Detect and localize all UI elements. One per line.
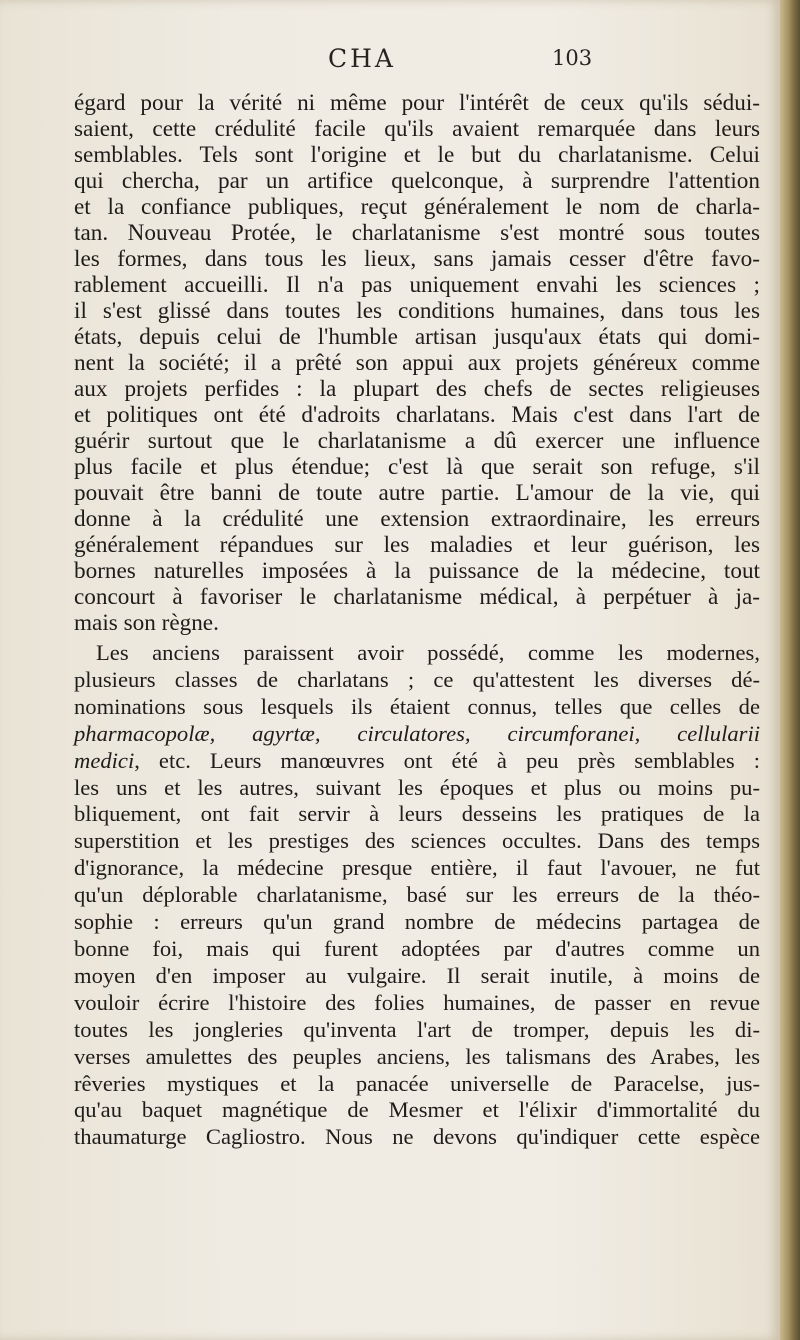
text-line: égard pour la vérité ni même pour l'intérêt de ceux qu'ils sédui- xyxy=(74,90,760,116)
text-line: nent la société; il a prêté son appui aux projets généreux comme xyxy=(74,350,760,376)
text-line: guérir surtout que le charlatanisme a dû exercer une influence xyxy=(74,428,760,454)
text-line: et politiques ont été d'adroits charlatans. Mais c'est dans l'art de xyxy=(74,402,760,428)
text-line: nominations sous lesquels ils étaient connus, telles que celles de xyxy=(74,693,760,719)
book-edge xyxy=(780,0,800,1340)
text-line: bliquement, ont fait servir à leurs desseins les pratiques de la xyxy=(74,801,760,827)
text-line: qu'un déplorable charlatanisme, basé sur les erreurs de la théo- xyxy=(74,882,760,908)
text-line: rablement accueilli. Il n'a pas uniquement envahi les sciences ; xyxy=(74,272,760,298)
running-head: CHA xyxy=(328,44,396,73)
text-line: pharmacopolæ, agyrtæ, circulatores, circumforanei, cellularii xyxy=(74,720,760,746)
text-line: qui chercha, par un artifice quelconque, à surprendre l'attention xyxy=(74,168,760,194)
text-line: thaumaturge Cagliostro. Nous ne devons qu'indiquer cette espèce xyxy=(74,1124,760,1150)
text-line: plusieurs classes de charlatans ; ce qu'attestent les diverses dé- xyxy=(74,666,760,692)
page-header xyxy=(0,44,780,84)
paragraph-1 xyxy=(74,90,760,636)
text-line: verses amulettes des peuples anciens, les talismans des Arabes, les xyxy=(74,1043,760,1069)
text-line: généralement répandues sur les maladies et leur guérison, les xyxy=(74,532,760,558)
text-line: tan. Nouveau Protée, le charlatanisme s'est montré sous toutes xyxy=(74,220,760,246)
text-line: et la confiance publiques, reçut généralement le nom de charla- xyxy=(74,194,760,220)
text-line: toutes les jongleries qu'inventa l'art de tromper, depuis les di- xyxy=(74,1016,760,1042)
body-text xyxy=(74,90,760,1151)
text-line: mais son règne. xyxy=(74,610,219,636)
text-line: pouvait être banni de toute autre partie. L'amour de la vie, qui xyxy=(74,480,760,506)
text-line: sophie : erreurs qu'un grand nombre de médecins partagea de xyxy=(74,909,760,935)
text-line: moyen d'en imposer au vulgaire. Il serait inutile, à moins de xyxy=(74,962,760,988)
text-line: saient, cette crédulité facile qu'ils avaient remarquée dans leurs xyxy=(74,116,760,142)
text-line: rêveries mystiques et la panacée universelle de Paracelse, jus- xyxy=(74,1070,760,1096)
text-line: plus facile et plus étendue; c'est là que serait son refuge, s'il xyxy=(74,454,760,480)
text-line: états, depuis celui de l'humble artisan jusqu'aux états qui domi- xyxy=(74,324,760,350)
text-line: les uns et les autres, suivant les époques et plus ou moins pu- xyxy=(74,774,760,800)
text-line: superstition et les prestiges des sciences occultes. Dans des temps xyxy=(74,828,760,854)
text-line: les formes, dans tous les lieux, sans jamais cesser d'être favo- xyxy=(74,246,760,272)
text-line: Les anciens paraissent avoir possédé, comme les modernes, xyxy=(96,640,760,665)
text-line: d'ignorance, la médecine presque entière, il faut l'avouer, ne fut xyxy=(74,855,760,881)
text-line: medici, etc. Leurs manœuvres ont été à peu près semblables : xyxy=(74,747,760,773)
text-line: qu'au baquet magnétique de Mesmer et l'élixir d'immortalité du xyxy=(74,1097,760,1123)
text-line: concourt à favoriser le charlatanisme médical, à perpétuer à ja- xyxy=(74,584,760,610)
page-number: 103 xyxy=(552,46,593,70)
text-line: bornes naturelles imposées à la puissance de la médecine, tout xyxy=(74,558,760,584)
text-line: aux projets perfides : la plupart des chefs de sectes religieuses xyxy=(74,376,760,402)
text-line: il s'est glissé dans toutes les conditions humaines, dans tous les xyxy=(74,298,760,324)
text-line: semblables. Tels sont l'origine et le but du charlatanisme. Celui xyxy=(74,142,760,168)
text-line: vouloir écrire l'histoire des folies humaines, de passer en revue xyxy=(74,989,760,1015)
text-line: donne à la crédulité une extension extraordinaire, les erreurs xyxy=(74,506,760,532)
paragraph-2 xyxy=(74,640,760,1151)
text-line: bonne foi, mais qui furent adoptées par d'autres comme un xyxy=(74,935,760,961)
